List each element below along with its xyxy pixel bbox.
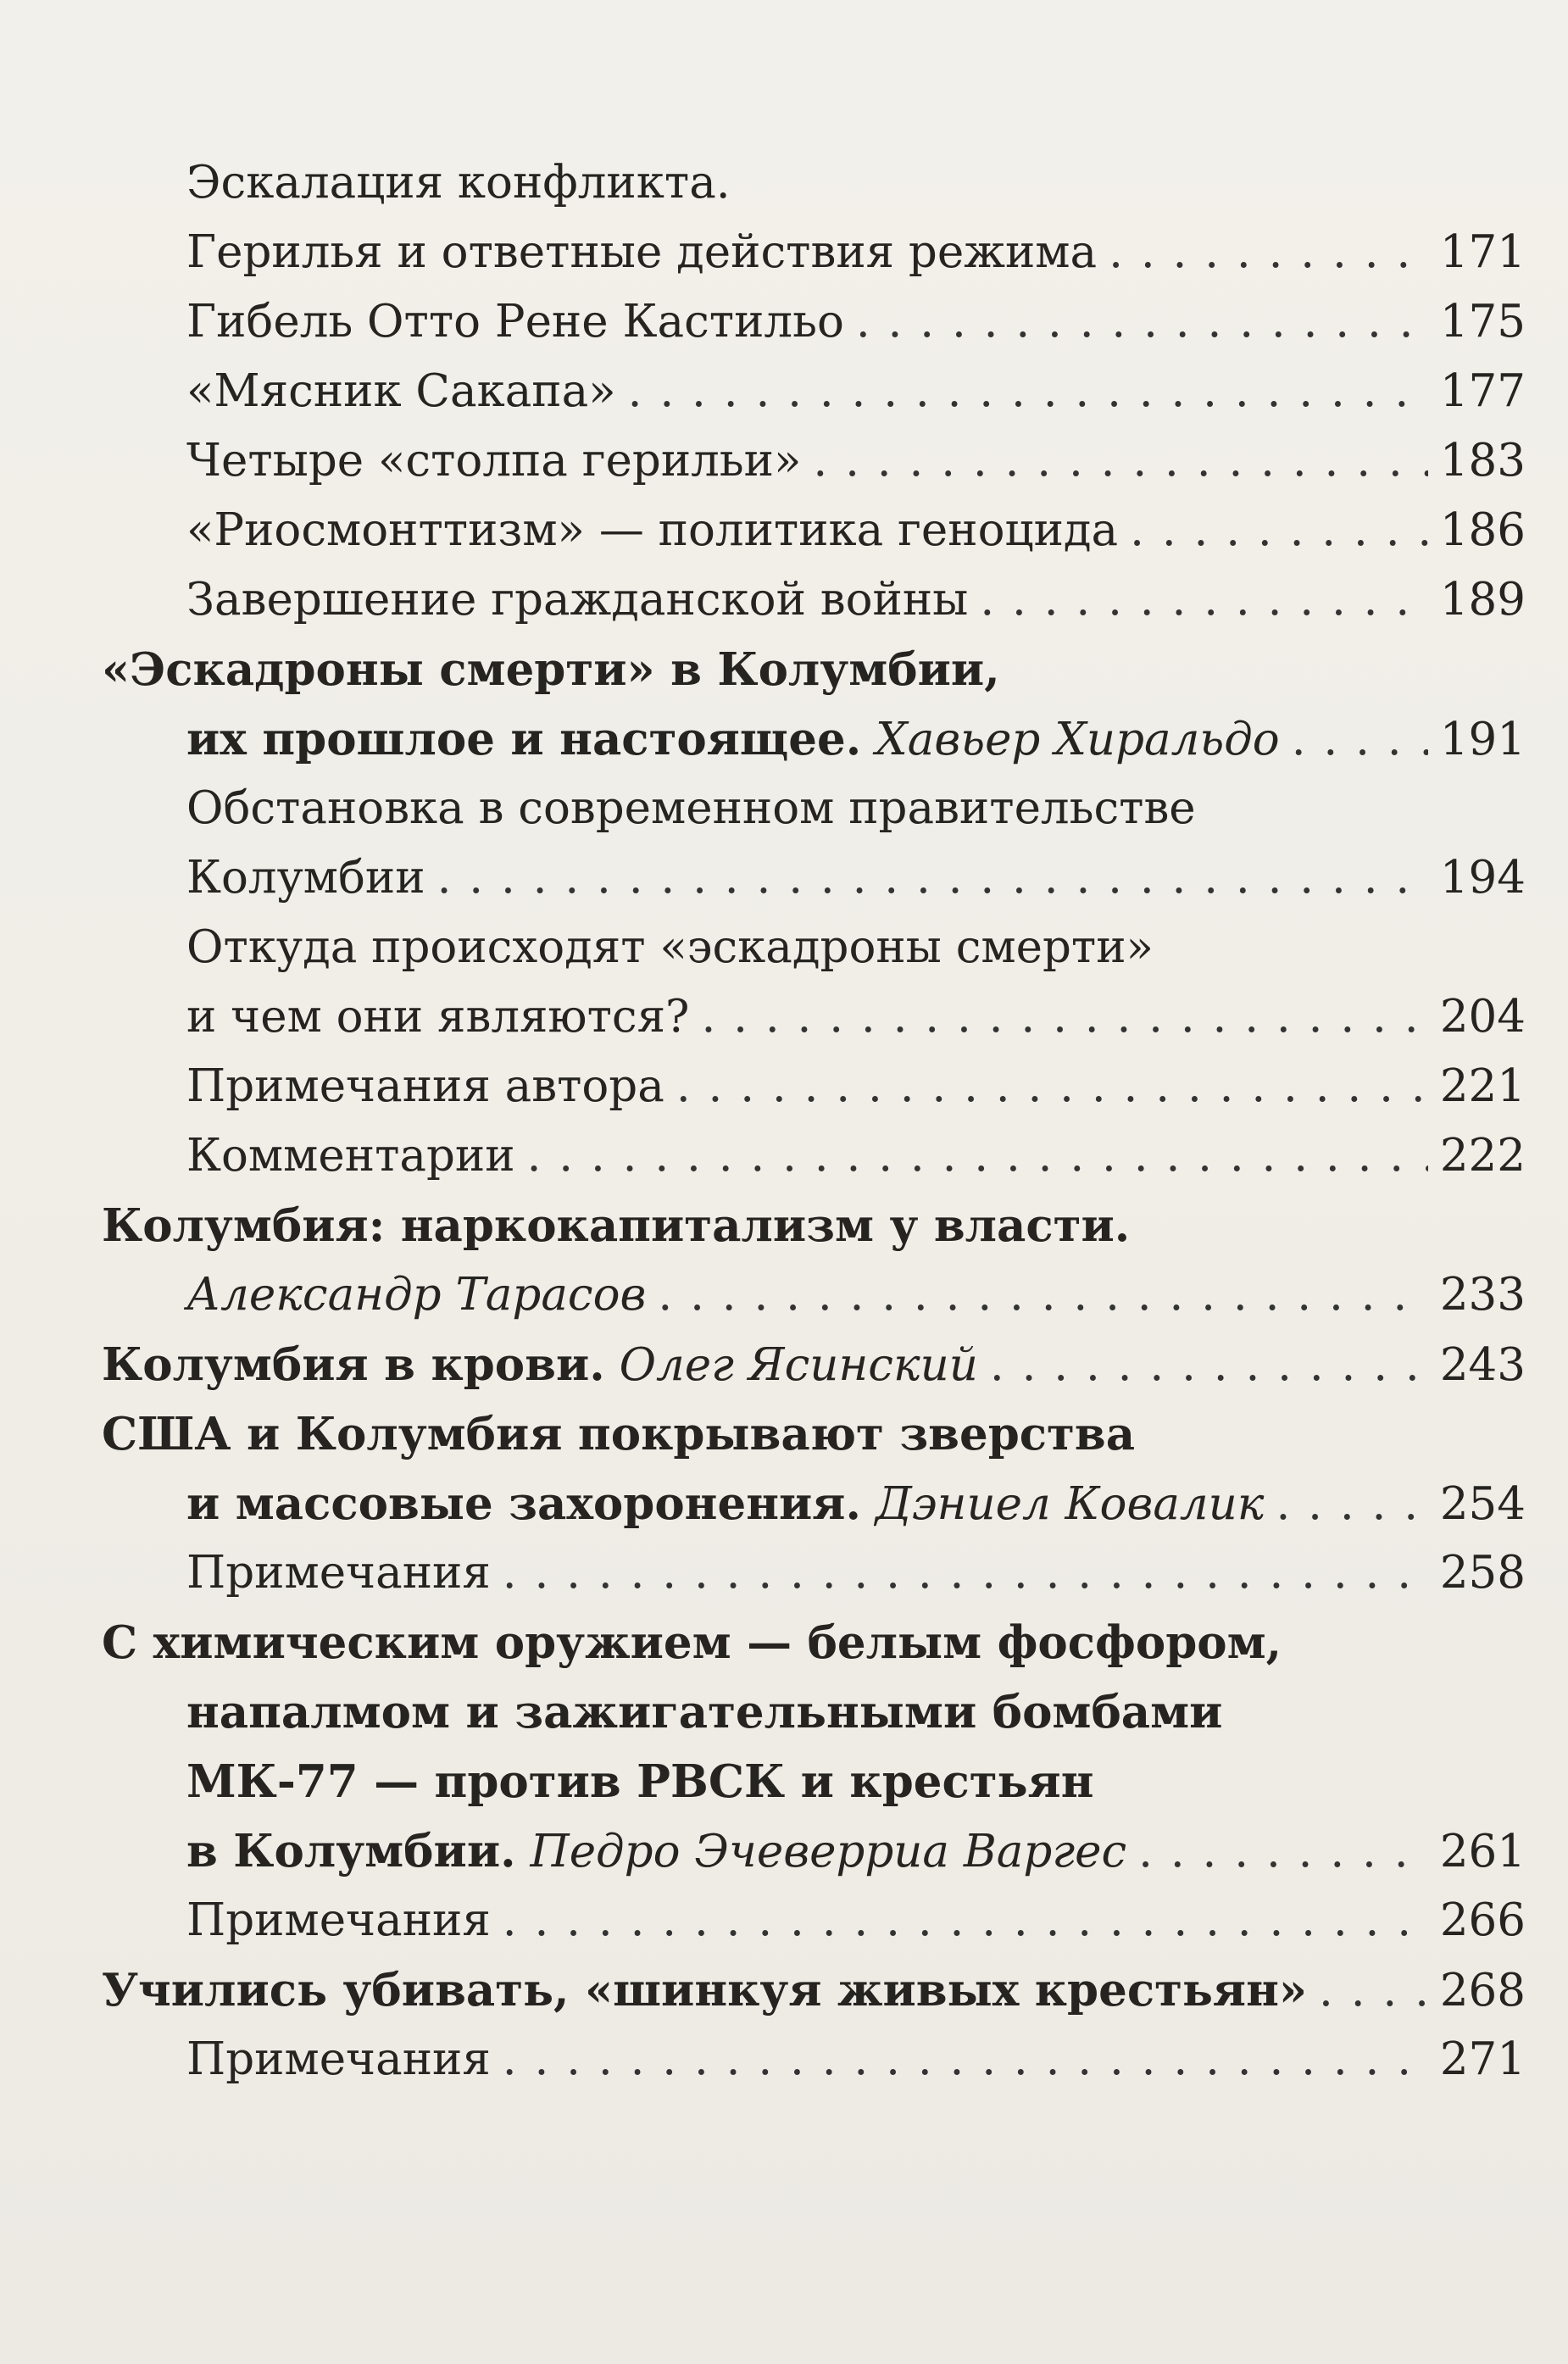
leader-dots [1292,705,1428,775]
leader-dots [701,982,1427,1052]
leader-dots [1319,1956,1428,2026]
page-number: 177 [1439,365,1526,417]
toc-entry: Колумбия в крови. Олег Ясинский . . . 243 [102,1330,1526,1399]
page-number: 194 [1439,852,1526,904]
page-number: 261 [1439,1826,1526,1877]
toc-entry: Колумбии . . . 194 [102,843,1526,913]
leader-dots [527,1121,1428,1191]
page-number: 243 [1439,1339,1526,1391]
toc-entry: Четыре «столпа герильи» . . . 183 [102,426,1526,496]
leader-dots [437,843,1428,913]
section-title: МК-77 — против РВСК и крестьян [186,1755,1094,1808]
leader-dots [1109,218,1428,287]
toc-entry: «Риосмонттизм» — политика геноцида . . . 186 [102,496,1526,565]
author-name: Хавьер Хиральдо [876,714,1280,765]
page-number: 222 [1439,1130,1526,1182]
leader-dots [990,1331,1428,1400]
toc-entry: Примечания автора . . . 221 [102,1052,1526,1121]
leader-dots [503,1538,1428,1608]
page-number: 191 [1439,714,1526,765]
page-number: 258 [1439,1547,1526,1599]
page-number: 183 [1439,435,1526,487]
page-number: 266 [1439,1894,1526,1946]
section-title: Колумбия: наркокапитализм у власти. [102,1199,1131,1252]
leader-dots [676,1052,1428,1121]
page-number: 271 [1439,2033,1526,2085]
page-number: 175 [1439,296,1526,348]
author-name: Александр Тарасов [186,1269,647,1321]
author-name: Педро Эчеверриа Варгес [530,1826,1127,1877]
toc-entry: Герилья и ответные действия режима . . . 171 [102,218,1526,287]
toc-entry: их прошлое и настоящее. Хавьер Хиральдо . . . 191 [102,704,1526,774]
toc-entry: Гибель Отто Рене Кастильо . . . 175 [102,287,1526,357]
leader-dots [1130,496,1428,565]
page-number: 204 [1439,991,1526,1043]
page-number: 233 [1439,1269,1526,1321]
toc-entry: Комментарии . . . 222 [102,1121,1526,1191]
leader-dots [813,426,1427,496]
toc-entry: Примечания . . . 271 [102,2025,1526,2094]
toc-entry [102,1260,1526,1330]
toc-entry: Завершение гражданской войны . . . 189 [102,565,1526,635]
page-number: 268 [1439,1965,1526,2016]
author-name: Дэниел Ковалик [875,1478,1265,1530]
leader-dots [856,287,1428,357]
toc-entry: в Колумбии. Педро Эчеверриа Варгес . . . 261 [102,1816,1526,1886]
leader-dots [628,357,1428,426]
toc-entry: и массовые захоронения. Дэниел Ковалик . . . 254 [102,1469,1526,1538]
toc-entry: Откуда происходят «эскадроны смерти» [186,921,1154,973]
page-number: 186 [1439,504,1526,556]
toc-entry: Учились убивать, «шинкуя живых крестьян» . . . 268 [102,1955,1526,2025]
toc-entry: и чем они являются? . . . 204 [102,982,1526,1052]
toc-entry: Эскалация конфликта. [186,157,731,209]
section-title: США и Колумбия покрывают зверства [102,1408,1136,1460]
author-name: Олег Ясинский [619,1339,978,1391]
page-number: 221 [1439,1060,1526,1112]
toc-entry: Обстановка в современном правительстве [186,782,1196,834]
leader-dots [1138,1817,1428,1887]
page-number: 254 [1439,1478,1526,1530]
leader-dots [1276,1470,1427,1539]
page-number: 189 [1439,574,1526,626]
section-title: «Эскадроны смерти» в Колумбии, [102,643,1000,696]
leader-dots [658,1260,1427,1330]
table-of-contents [102,148,1526,2094]
toc-entry: Примечания . . . 266 [102,1886,1526,1955]
section-title: напалмом и зажигательными бомбами [186,1686,1223,1738]
toc-entry: Примечания . . . 258 [102,1538,1526,1608]
leader-dots [503,2025,1428,2094]
leader-dots [980,565,1428,635]
leader-dots [503,1886,1428,1955]
page-number: 171 [1439,226,1526,278]
section-title: С химическим оружием — белым фосфором, [102,1616,1282,1669]
toc-entry: «Мясник Сакапа» . . . 177 [102,357,1526,426]
